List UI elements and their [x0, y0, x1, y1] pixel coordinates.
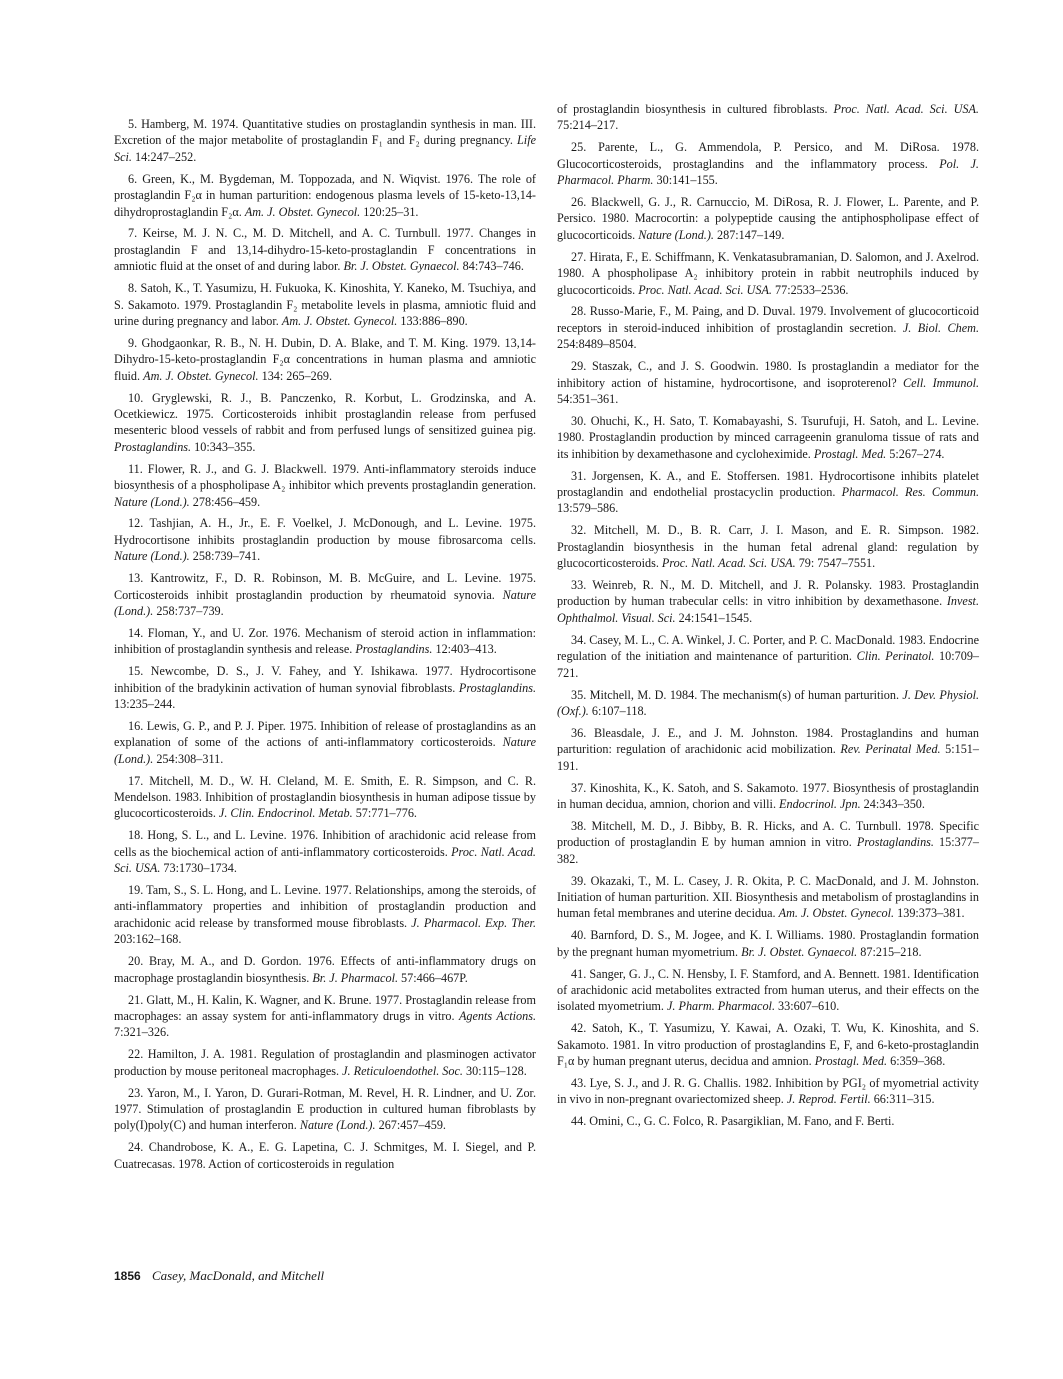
journal-name: Invest. Ophthalmol. Visual. Sci.	[557, 594, 979, 625]
running-authors: Casey, MacDonald, and Mitchell	[151, 1268, 325, 1283]
reference-entry: 31. Jorgensen, K. A., and E. Stoffersen. 1981. Hydrocortisone inhibits platelet prostaglandin and endothelial prostacyclin production. Pharmacol. Res. Commun. 13:579–586.	[557, 468, 979, 516]
reference-entry: 6. Green, K., M. Bygdeman, M. Toppozada, and N. Wiqvist. 1976. The role of prostaglandin F₂α in human parturition: endogenous plasma levels of 15-keto-13,14-dihydroprostaglandin F₂α. Am. J. Obstet. Gynecol. 120:25–31.	[114, 171, 536, 219]
journal-name: Nature (Lond.).	[114, 735, 536, 766]
reference-entry: 38. Mitchell, M. D., J. Bibby, B. R. Hicks, and A. C. Turnbull. 1978. Specific production of prostaglandin E by human amnion in vitro. Prostaglandins. 15:377–382.	[557, 818, 979, 866]
page-number: 1856	[114, 1269, 141, 1283]
journal-name: Am. J. Obstet. Gynecol.	[143, 368, 259, 383]
reference-entry: 35. Mitchell, M. D. 1984. The mechanism(s) of human parturition. J. Dev. Physiol. (Oxf.). 6:107–118.	[557, 687, 979, 718]
journal-name: Prostaglandins.	[355, 642, 433, 657]
journal-name: Br. J. Pharmacol.	[312, 970, 398, 985]
reference-entry: 21. Glatt, M., H. Kalin, K. Wagner, and K. Brune. 1977. Prostaglandin release from macrophages: an assay system for anti-inflammatory drugs in vitro. Agents Actions. 7:321–326.	[114, 992, 536, 1040]
journal-name: J. Biol. Chem.	[902, 320, 980, 335]
reference-entry: 30. Ohuchi, K., H. Sato, T. Komabayashi, S. Tsurufuji, H. Satoh, and L. Levine. 1980. Prostaglandin production by minced carrageenin granuloma tissue of rats and its inhibition by dexamethasone and cycloheximide. Prostagl. Med. 5:267–274.	[557, 413, 979, 461]
journal-name: Prostaglandins.	[856, 835, 934, 850]
reference-entry: 24. Chandrobose, K. A., E. G. Lapetina, C. J. Schmitges, M. I. Siegel, and P. Cuatrecasas. 1978. Action of corticosteroids in regulation	[114, 1140, 536, 1171]
journal-name: J. Reprod. Fertil.	[786, 1092, 871, 1107]
journal-name: Am. J. Obstet. Gynecol.	[778, 906, 895, 921]
reference-entry: 9. Ghodgaonkar, R. B., N. H. Dubin, D. A. Blake, and T. M. King. 1979. 13,14-Dihydro-15-keto-prostaglandin F₂α concentrations in human plasma and amniotic fluid. Am. J. Obstet. Gynecol. 134: 265–269.	[114, 335, 536, 383]
journal-name: J. Pharmacol. Exp. Ther.	[411, 915, 536, 930]
reference-entry: 17. Mitchell, M. D., W. H. Cleland, M. E. Smith, E. R. Simpson, and C. R. Mendelson. 1983. Inhibition of prostaglandin biosynthesis in human adipose tissue by glucocorticosteroids. J. Clin. Endocrinol. Metab. 57:771–776.	[114, 773, 536, 821]
journal-name: Nature (Lond.).	[114, 549, 190, 564]
reference-entry: 39. Okazaki, T., M. L. Casey, J. R. Okita, P. C. MacDonald, and J. M. Johnston. Initiation of human parturition. XII. Biosynthesis and metabolism of prostaglandins in human fetal membranes and uterine decidua. Am. J. Obstet. Gynecol. 139:373–381.	[557, 873, 979, 921]
reference-entry: 34. Casey, M. L., C. A. Winkel, J. C. Porter, and P. C. MacDonald. 1983. Endocrine regulation of the initiation and maintenance of parturition. Clin. Perinatol. 10:709–721.	[557, 632, 980, 680]
journal-name: Prostagl. Med.	[813, 446, 887, 461]
journal-name: Prostagl. Med.	[814, 1054, 888, 1069]
journal-name: J. Dev. Physiol. (Oxf.).	[557, 687, 979, 718]
reference-entry: 32. Mitchell, M. D., B. R. Carr, J. I. Mason, and E. R. Simpson. 1982. Prostaglandin biosynthesis in the human fetal adrenal gland: regulation by glucocorticosteroids. Proc. Natl. Acad. Sci. USA. 79: 7547–7551.	[557, 523, 979, 571]
journal-name: Br. J. Obstet. Gynaecol.	[741, 944, 858, 959]
reference-entry: 41. Sanger, G. J., C. N. Hensby, I. F. Stamford, and A. Bennett. 1981. Identification of arachidonic acid metabolites extracted from human uterus, and their effects on the isolated myometrium. J. Pharm. Pharmacol. 33:607–610.	[557, 966, 979, 1014]
journal-name: Cell. Immunol.	[902, 375, 979, 390]
reference-entry: 8. Satoh, K., T. Yasumizu, H. Fukuoka, K. Kinoshita, Y. Kaneko, M. Tsuchiya, and S. Sakamoto. 1979. Prostaglandin F₂ metabolite levels in plasma, amniotic fluid and urine during pregnancy and labor. Am. J. Obstet. Gynecol. 133:886–890.	[114, 281, 536, 328]
reference-entry: 10. Gryglewski, R. J., B. Panczenko, R. Korbut, L. Grodzinska, and A. Ocetkiewicz. 1975. Corticosteroids inhibit prostaglandin release from perfused mesenteric blood vessels of rabbit and from perfused lungs of sensitized guinea pig. Prostaglandins. 10:343–355.	[114, 390, 536, 454]
journal-name: J. Pharm. Pharmacol.	[667, 999, 775, 1014]
journal-name: Endocrinol. Jpn.	[779, 796, 861, 811]
reference-entry: 14. Floman, Y., and U. Zor. 1976. Mechanism of steroid action in inflammation: inhibition of prostaglandin synthesis and release. Prostaglandins. 12:403–413.	[114, 625, 536, 657]
reference-entry: of prostaglandin biosynthesis in cultured fibroblasts. Proc. Natl. Acad. Sci. USA. 75:214–217.	[557, 102, 979, 133]
reference-entry: 44. Omini, C., G. C. Folco, R. Pasargiklian, M. Fano, and F. Berti.	[571, 1114, 895, 1129]
page-footer	[114, 1268, 324, 1284]
reference-entry: 19. Tam, S., S. L. Hong, and L. Levine. 1977. Relationships, among the steroids, of anti-inflammatory properties and inhibition of prostaglandin production and arachidonic acid release by transformed mouse fibroblasts. J. Pharmacol. Exp. Ther. 203:162–168.	[114, 883, 536, 947]
reference-entry: 7. Keirse, M. J. N. C., M. D. Mitchell, and A. C. Turnbull. 1977. Changes in prostaglandin F and 13,14-dihydro-15-keto-prostaglandin F concentrations in amniotic fluid at the onset of and during labor. Br. J. Obstet. Gynaecol. 84:743–746.	[114, 226, 536, 274]
reference-entry: 28. Russo-Marie, F., M. Paing, and D. Duval. 1979. Involvement of glucocorticoid receptors in steroid-induced inhibition of prostaglandin secretion. J. Biol. Chem. 254:8489–8504.	[557, 304, 980, 352]
journal-name: Nature (Lond.).	[299, 1118, 376, 1133]
reference-entry: 20. Bray, M. A., and D. Gordon. 1976. Effects of anti-inflammatory drugs on macrophage prostaglandin biosynthesis. Br. J. Pharmacol. 57:466–467P.	[114, 954, 536, 985]
journal-name: Prostaglandins.	[114, 439, 192, 454]
journal-name: Proc. Natl. Acad. Sci. USA.	[833, 102, 979, 116]
reference-column-right	[557, 101, 979, 1135]
journal-name: Proc. Natl. Acad. Sci. USA.	[114, 844, 536, 876]
reference-entry: 42. Satoh, K., T. Yasumizu, Y. Kawai, A. Ozaki, T. Wu, K. Kinoshita, and S. Sakamoto. 1981. In vitro production of prostaglandins E, F, and 6-keto-prostaglandin F₁α by human pregnant uterus, decidua and amnion. Prostagl. Med. 6:359–368.	[557, 1021, 979, 1069]
journal-name: Am. J. Obstet. Gynecol.	[244, 204, 361, 219]
journal-name: J. Reticuloendothel. Soc.	[342, 1063, 463, 1078]
journal-name: Nature (Lond.).	[114, 494, 190, 509]
reference-entry: 12. Tashjian, A. H., Jr., E. F. Voelkel, J. McDonough, and L. Levine. 1975. Hydrocortisone inhibits prostaglandin production by mouse fibrosarcoma cells. Nature (Lond.). 258:739–741.	[114, 516, 536, 564]
reference-entry: 16. Lewis, G. P., and P. J. Piper. 1975. Inhibition of release of prostaglandins as an explanation of some of the actions of anti-inflammatory corticosteroids. Nature (Lond.). 254:308–311.	[114, 718, 536, 766]
reference-entry: 5. Hamberg, M. 1974. Quantitative studies on prostaglandin synthesis in man. III. Excretion of the major metabolite of prostaglandin F₁ and F₂ during pregnancy. Life Sci. 14:247–252.	[114, 117, 536, 164]
journal-name: Nature (Lond.).	[114, 587, 536, 618]
reference-column-left	[114, 116, 536, 1178]
reference-entry: 23. Yaron, M., I. Yaron, D. Gurari-Rotman, M. Revel, H. R. Lindner, and U. Zor. 1977. Stimulation of prostaglandin E production in cultured human fibroblasts by poly(I)poly(C) and human interferon. Nature (Lond.). 267:457–459.	[114, 1085, 536, 1133]
journal-name: Life Sci.	[114, 133, 536, 164]
journal-name: Rev. Perinatal Med.	[840, 742, 941, 757]
reference-entry: 13. Kantrowitz, F., D. R. Robinson, M. B. McGuire, and L. Levine. 1975. Corticosteroids inhibit prostaglandin production by rheumatoid synovia. Nature (Lond.). 258:737–739.	[114, 571, 536, 618]
reference-entry: 40. Barnford, D. S., M. Jogee, and K. I. Williams. 1980. Prostaglandin formation by the pregnant human myometrium. Br. J. Obstet. Gynaecol. 87:215–218.	[557, 928, 979, 959]
journal-name: Am. J. Obstet. Gynecol.	[281, 313, 398, 328]
journal-name: Clin. Perinatol.	[856, 649, 935, 664]
journal-name: Nature (Lond.).	[638, 227, 714, 242]
reference-entry: 22. Hamilton, J. A. 1981. Regulation of prostaglandin and plasminogen activator production by mouse peritoneal macrophages. J. Reticuloendothel. Soc. 30:115–128.	[114, 1047, 536, 1078]
reference-entry: 15. Newcombe, D. S., J. V. Fahey, and Y. Ishikawa. 1977. Hydrocortisone inhibition of the bradykinin activation of human synovial fibroblasts. Prostaglandins. 13:235–244.	[114, 664, 536, 711]
reference-entry: 11. Flower, R. J., and G. J. Blackwell. 1979. Anti-inflammatory steroids induce biosynthesis of a phospholipase A₂ inhibitor which prevents prostaglandin generation. Nature (Lond.). 278:456–459.	[114, 461, 536, 509]
reference-entry: 43. Lye, S. J., and J. R. G. Challis. 1982. Inhibition by PGI₂ of myometrial activity in vivo in non-pregnant ovariectomized sheep. J. Reprod. Fertil. 66:311–315.	[557, 1076, 979, 1107]
journal-name: Pol. J. Pharmacol. Pharm.	[557, 156, 979, 188]
reference-entry: 36. Bleasdale, J. E., and J. M. Johnston. 1984. Prostaglandins and human parturition: regulation of arachidonic acid mobilization. Rev. Perinatal Med. 5:151–191.	[557, 725, 979, 773]
reference-entry: 29. Staszak, C., and J. S. Goodwin. 1980. Is prostaglandin a mediator for the inhibitory action of histamine, hydrocortisone, and isoproterenol? Cell. Immunol. 54:351–361.	[557, 359, 979, 406]
journal-name: Proc. Natl. Acad. Sci. USA.	[638, 282, 772, 297]
reference-entry: 25. Parente, L., G. Ammendola, P. Persico, and M. DiRosa. 1978. Glucocorticosteroids, prostaglandins and the inflammatory process. Pol. J. Pharmacol. Pharm. 30:141–155.	[557, 140, 979, 188]
journal-name: Prostaglandins.	[458, 680, 536, 695]
reference-entry: 26. Blackwell, G. J., R. Carnuccio, M. DiRosa, R. J. Flower, L. Parente, and P. Persico. 1980. Macrocortin: a polypeptide causing the antiphospholipase effect of glucocorticoids. Nature (Lond.). 287:147–149.	[557, 195, 979, 242]
journal-name: Pharmacol. Res. Commun.	[841, 485, 979, 500]
journal-name: Agents Actions.	[458, 1008, 536, 1023]
reference-entry: 18. Hong, S. L., and L. Levine. 1976. Inhibition of arachidonic acid release from cells as the biochemical action of anti-inflammatory corticosteroids. Proc. Natl. Acad. Sci. USA. 73:1730–1734.	[114, 828, 536, 876]
reference-entry: 37. Kinoshita, K., K. Satoh, and S. Sakamoto. 1977. Biosynthesis of prostaglandin in human decidua, amnion, chorion and villi. Endocrinol. Jpn. 24:343–350.	[557, 780, 979, 811]
journal-name: J. Clin. Endocrinol. Metab.	[218, 806, 353, 821]
journal-name: Br. J. Obstet. Gynaecol.	[343, 259, 460, 274]
reference-entry: 33. Weinreb, R. N., M. D. Mitchell, and J. R. Polansky. 1983. Prostaglandin production by human trabecular cells: in vitro inhibition by dexamethasone. Invest. Ophthalmol. Visual. Sci. 24:1541–1545.	[557, 578, 979, 625]
journal-name: Proc. Natl. Acad. Sci. USA.	[661, 556, 796, 571]
reference-entry: 27. Hirata, F., E. Schiffmann, K. Venkatasubramanian, D. Salomon, and J. Axelrod. 1980. A phospholipase A₂ inhibitory protein in rabbit neutrophils induced by glucocorticoids. Proc. Natl. Acad. Sci. USA. 77:2533–2536.	[557, 249, 979, 297]
